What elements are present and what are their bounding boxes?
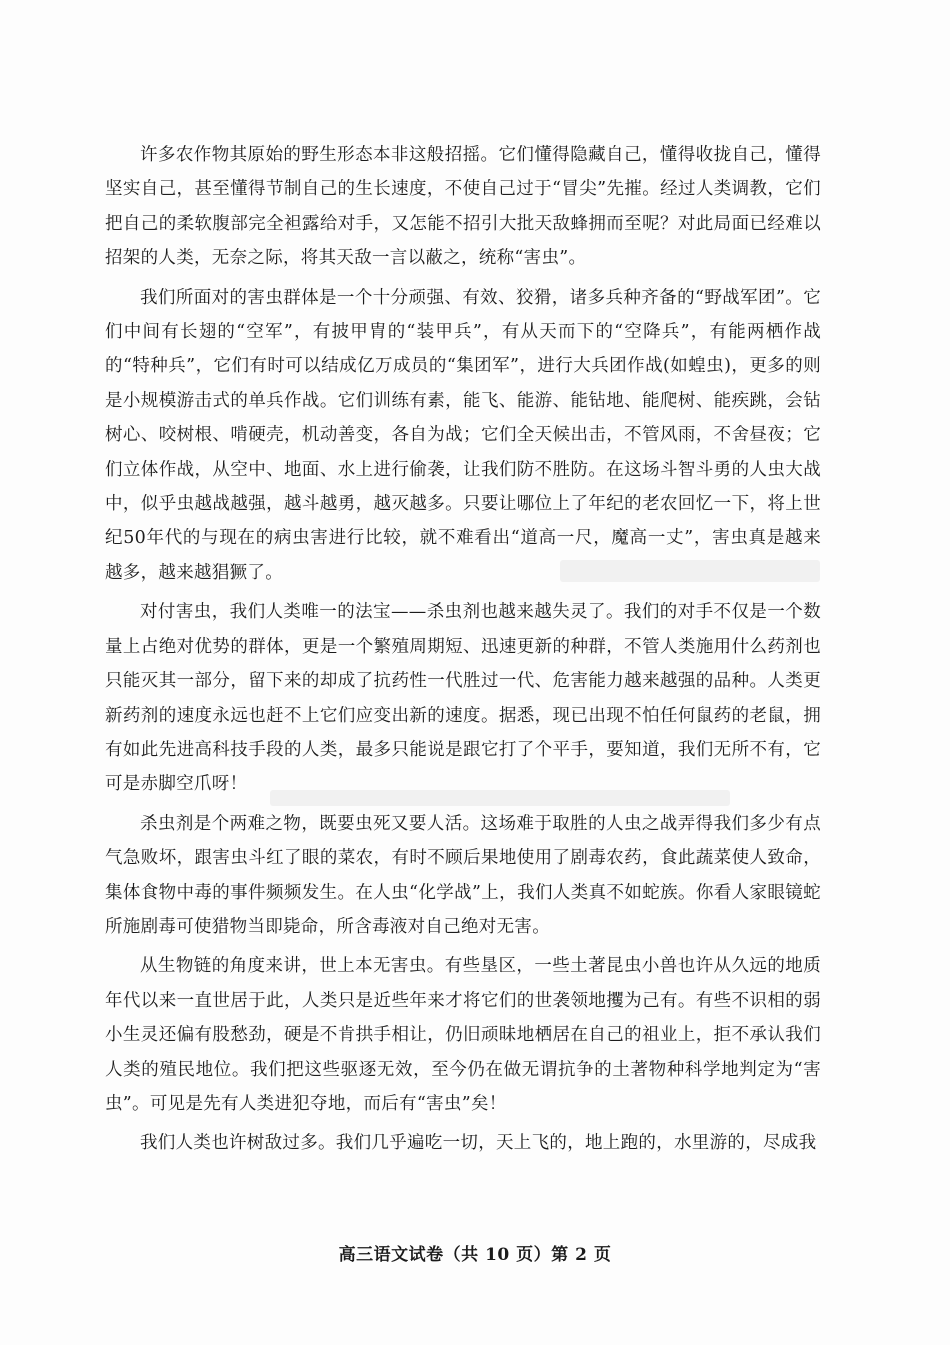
paragraph-3: 对付害虫，我们人类唯一的法宝——杀虫剂也越来越失灵了。我们的对手不仅是一个数量上占绝对优势的群体，更是一个繁殖周期短、迅速更新的种群，不管人类施用什么药剂也只能灭其一部分，留下来的却成了抗药性一代胜过一代、危害能力越来越强的品种。人类更新药剂的速度永远也赶不上它们应变出新的速度。据悉，现已出现不怕任何鼠药的老鼠，拥有如此先进高科技手段的人类，最多只能说是跟它打了个平手，要知道，我们无所不有，它可是赤脚空爪呀！ [105, 602, 821, 795]
paragraph-6: 我们人类也许树敌过多。我们几乎遍吃一切，天上飞的，地上跑的，水里游的，尽成我 [140, 1133, 817, 1154]
paragraph-5: 从生物链的角度来讲，世上本无害虫。有些垦区，一些土著昆虫小兽也许从久远的地质年代以来一直世居于此，人类只是近些年来才将它们的世袭领地攫为己有。有些不识相的弱小生灵还偏有股愁劲，硬是不肯拱手相让，仍旧顽昧地栖居在自己的祖业上，拒不承认我们人类的殖民地位。我们把这些驱逐无效，至今仍在做无谓抗争的土著物种科学地判定为“害虫”。可见是先有人类进犯夺地，而后有“害虫”矣！ [105, 956, 821, 1114]
reading-passage [105, 138, 821, 1161]
paragraph-1: 许多农作物其原始的野生形态本非这般招摇。它们懂得隐藏自己，懂得收拢自己，懂得坚实自己，甚至懂得节制自己的生长速度，不使自己过于“冒尖”先摧。经过人类调教，它们把自己的柔软腹部完全袒露给对手，又怎能不招引大批天敌蜂拥而至呢？对此局面已经难以招架的人类，无奈之际，将其天敌一言以蔽之，统称“害虫”。 [105, 145, 821, 269]
paragraph-4: 杀虫剂是个两难之物，既要虫死又要人活。这场难于取胜的人虫之战弄得我们多少有点气急败坏，跟害虫斗红了眼的菜农，有时不顾后果地使用了剧毒农药，食此蔬菜使人致命，集体食物中毒的事件频频发生。在人虫“化学战”上，我们人类真不如蛇族。你看人家眼镜蛇所施剧毒可使猎物当即毙命，所含毒液对自己绝对无害。 [105, 813, 821, 937]
page-footer: 高三语文试卷（共 10 页）第 2 页 [338, 1245, 612, 1265]
paragraph-2: 我们所面对的害虫群体是一个十分顽强、有效、狡猾，诸多兵种齐备的“野战军团”。它们中间有长翅的“空军”，有披甲胄的“装甲兵”，有从天而下的“空降兵”，有能两栖作战的“特种兵”，它们有时可以结成亿万成员的“集团军”，进行大兵团作战(如蝗虫)，更多的则是小规模游击式的单兵作战。它们训练有素，能飞、能游、能钻地、能爬树、能疾跳，会钻树心、咬树根、啃硬壳，机动善变，各自为战；它们全天候出击，不管风雨，不舍昼夜；它们立体作战，从空中、地面、水上进行偷袭，让我们防不胜防。在这场斗智斗勇的人虫大战中，似乎虫越战越强，越斗越勇，越灭越多。只要让哪位上了年纪的老农回忆一下，将上世纪50年代的与现在的病虫害进行比较，就不难看出“道高一尺，魔高一丈”，害虫真是越来越多，越来越猖獗了。 [105, 287, 821, 583]
